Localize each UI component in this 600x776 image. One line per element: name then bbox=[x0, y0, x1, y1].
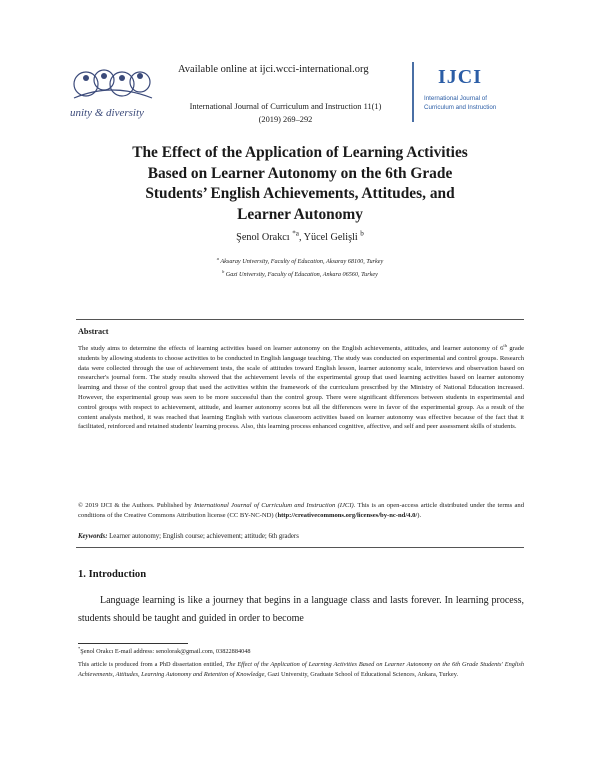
abstract-top-rule bbox=[76, 319, 524, 320]
copyright-notice bbox=[78, 501, 524, 521]
keywords bbox=[78, 533, 524, 540]
logo-text: unity & diversity bbox=[70, 107, 144, 119]
body-paragraph bbox=[78, 592, 524, 628]
journal-name: International Journal of Curriculum and Instruction 11(1) bbox=[189, 102, 382, 111]
paragraph-text: Language learning is like a journey that begins in a language class and lasts forever. In learning process, students should be taught and guided in order to become bbox=[78, 595, 524, 624]
author-separator: , bbox=[298, 232, 304, 243]
abstract-part: grade students by allowing students to choose activities to be conducted in English language teaching. The study was conducted on experimental and control groups. Research data were collected through the use of achievement tests, the scale of attitudes toward English lesson, learner autonomy scale, interviews and observation based on researcher's journal form. The study results showed that the achievement levels of the experimental group that used learning activities based on learner autonomy learning and those of the control group that used the activities within the framework of the curriculum prescribed by the Ministry of National Education increased. However, the experimental group was seen to be more successful than the control group. There were significant differences between students in experimental and control groups with respect to achievement, attitude, and learner autonomy scores but all the differences were in favor of the experimental group. As a result of the content analysis method, it was reached that learning English with various classroom activities based on learner autonomy was effective because of the fact that it facilitated, reinforced and retained students' learning process. Also, this learning process enhanced cognitive, affective, and self and peer assessment skills of students. bbox=[78, 345, 524, 431]
footnote-dissertation bbox=[78, 660, 524, 679]
paper-title bbox=[70, 143, 530, 225]
abstract-heading: Abstract bbox=[78, 327, 109, 336]
footnote-corresponding bbox=[78, 645, 251, 655]
abstract-part: The study aims to determine the effects of learning activities based on learner autonomy on the English achievements, attitudes, and learner autonomy of 6 bbox=[78, 345, 504, 352]
section-heading: 1. Introduction bbox=[78, 569, 147, 580]
ijci-subtitle-line2: Curriculum and Instruction bbox=[424, 104, 497, 111]
affiliations bbox=[0, 255, 600, 281]
keywords-list: Learner autonomy; English course; achievement; attitude; 6th graders bbox=[107, 533, 299, 540]
affiliation-a bbox=[0, 255, 600, 268]
unity-diversity-logo bbox=[66, 64, 158, 122]
title-line: The Effect of the Application of Learning Activities bbox=[132, 144, 468, 161]
copyright-part: © 2019 IJCI & the Authors. Published by bbox=[78, 502, 194, 509]
footnote-text: Şenol Orakcı E-mail address: senolorak@gmail.com, 03822884048 bbox=[80, 648, 251, 655]
author-name: Yücel Gelişli bbox=[303, 232, 358, 243]
title-line: Based on Learner Autonomy on the 6th Grade bbox=[147, 164, 453, 182]
copyright-part: ). bbox=[417, 511, 422, 519]
title-line: Learner Autonomy bbox=[237, 205, 363, 223]
footnote-part: , Gazi University, Graduate School of Educational Sciences, Ankara, Turkey. bbox=[264, 670, 459, 678]
affiliation-b bbox=[0, 268, 600, 281]
author-affil-mark: b bbox=[360, 229, 364, 238]
ijci-subtitle-line1: International Journal of bbox=[424, 95, 487, 102]
author-affil-mark: *a bbox=[292, 229, 299, 238]
abstract-sup: th bbox=[503, 342, 507, 348]
copyright-part: . This is an open-access article distributed under the terms and conditions of the Creative Commons Attribution license (CC BY-NC-ND) ( bbox=[78, 502, 524, 519]
keywords-label: Keywords: bbox=[78, 533, 108, 540]
journal-citation bbox=[163, 100, 408, 126]
ijci-subtitle bbox=[424, 94, 520, 112]
journal-pages: (2019) 269–292 bbox=[258, 115, 313, 124]
available-online: Available online at ijci.wcci-international.org bbox=[178, 64, 369, 75]
abstract-bottom-rule bbox=[76, 547, 524, 548]
affil-mark: b bbox=[222, 268, 225, 274]
affil-mark: a bbox=[216, 255, 219, 261]
affil-text: Gazi University, Faculty of Education, Ankara 06560, Turkey bbox=[225, 271, 378, 278]
footnote-rule bbox=[78, 643, 188, 644]
license-link[interactable]: http://creativecommons.org/licenses/by-nc-nd/4.0/ bbox=[277, 511, 418, 519]
footnote-part: This article is produced from a PhD dissertation entitled, bbox=[78, 661, 226, 668]
author-name: Şenol Orakcı bbox=[236, 232, 290, 243]
title-line: Students’ English Achievements, Attitudes, and bbox=[145, 185, 455, 202]
authors bbox=[0, 229, 600, 243]
footnote-mark: * bbox=[78, 645, 81, 651]
ijci-logo: IJCI bbox=[438, 66, 483, 88]
footnote-dissertation-title: The Effect of the Application of Learning Activities Based on Learner Autonomy on the 6th Grade Students' English Achievements, Attitudes, Learning Autonomy and Retention of Knowledge bbox=[78, 661, 524, 678]
abstract-text bbox=[78, 344, 524, 432]
affil-text: Aksaray University, Faculty of Education, Aksaray 68100, Turkey bbox=[220, 258, 384, 265]
copyright-journal: International Journal of Curriculum and Instruction (IJCI) bbox=[193, 502, 354, 509]
